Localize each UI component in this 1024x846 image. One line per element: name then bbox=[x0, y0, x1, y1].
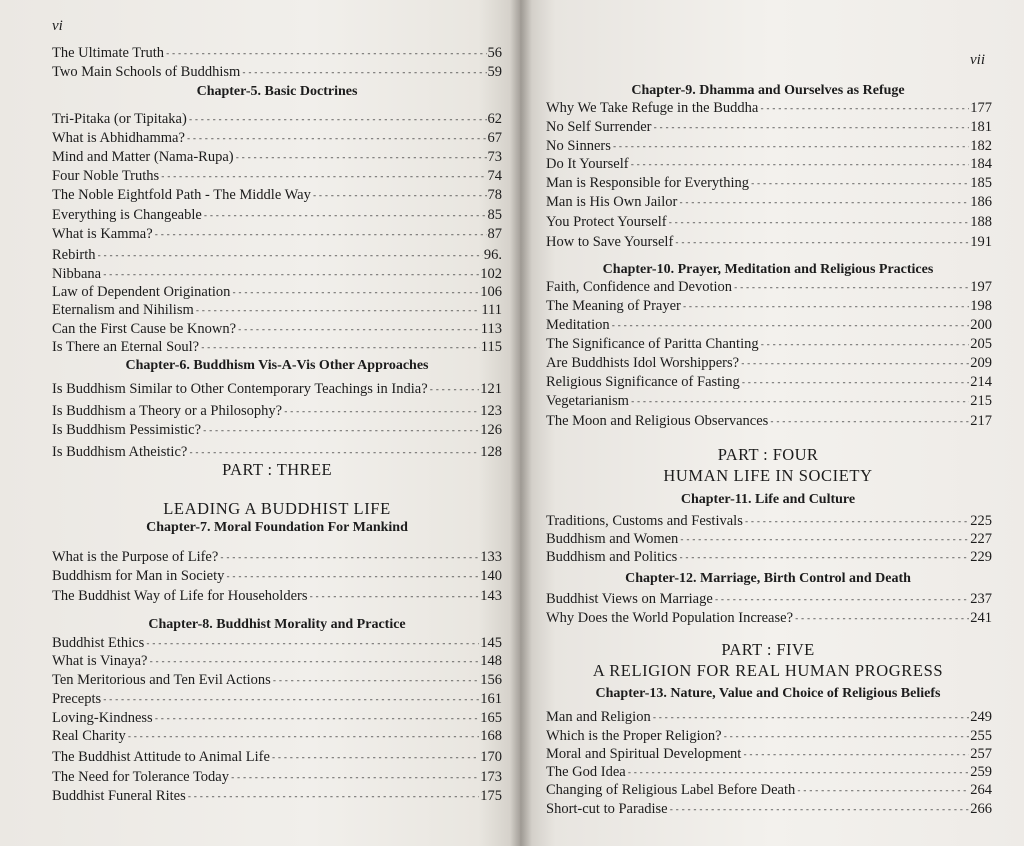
dotted-leader bbox=[241, 69, 486, 77]
dotted-leader bbox=[102, 696, 479, 704]
toc-entry bbox=[52, 787, 502, 805]
chapter-heading: Chapter-13. Nature, Value and Choice of Religious Beliefs bbox=[595, 686, 941, 701]
dotted-leader bbox=[630, 161, 970, 169]
dotted-leader bbox=[272, 677, 479, 685]
toc-entry bbox=[52, 709, 502, 727]
toc-page-number: 85 bbox=[487, 207, 502, 223]
toc-page-number: 241 bbox=[970, 610, 992, 626]
toc-entry-title: Tri-Pitaka (or Tipitaka) bbox=[52, 111, 187, 127]
toc-entry bbox=[546, 512, 992, 530]
toc-entry bbox=[52, 186, 502, 204]
toc-page-number: 205 bbox=[970, 336, 992, 352]
toc-entry bbox=[546, 781, 992, 799]
toc-entry bbox=[546, 763, 992, 781]
dotted-leader bbox=[188, 116, 487, 124]
toc-entry bbox=[52, 652, 502, 670]
toc-page-number: 184 bbox=[970, 156, 992, 172]
toc-page-number: 168 bbox=[480, 728, 502, 744]
toc-entry bbox=[546, 278, 992, 296]
book-gutter bbox=[510, 0, 532, 846]
toc-entry-title: What is Vinaya? bbox=[52, 653, 148, 669]
toc-entry-title: Loving-Kindness bbox=[52, 710, 153, 726]
dotted-leader bbox=[102, 271, 479, 279]
toc-entry-title: Are Buddhists Idol Worshippers? bbox=[546, 355, 740, 371]
toc-entry-title: Changing of Religious Label Before Death bbox=[546, 782, 796, 798]
toc-page-number: 181 bbox=[970, 119, 992, 135]
toc-entry bbox=[52, 63, 502, 81]
dotted-leader bbox=[794, 615, 969, 623]
toc-entry-title: No Sinners bbox=[546, 138, 611, 154]
toc-page-number: 185 bbox=[970, 175, 992, 191]
toc-entry-title: The Ultimate Truth bbox=[52, 45, 164, 61]
toc-entry-title: Traditions, Customs and Festivals bbox=[546, 513, 743, 529]
toc-entry-title: Meditation bbox=[546, 317, 610, 333]
part-heading: PART : FOUR bbox=[717, 445, 819, 464]
toc-entry-title: The Need for Tolerance Today bbox=[52, 769, 229, 785]
dotted-leader bbox=[429, 386, 480, 394]
toc-entry bbox=[52, 690, 502, 708]
toc-page-number: 175 bbox=[480, 788, 502, 804]
chapter-heading: Chapter-5. Basic Doctrines bbox=[196, 84, 358, 99]
toc-entry bbox=[52, 167, 502, 185]
toc-entry bbox=[52, 246, 502, 264]
toc-page-number: 73 bbox=[487, 149, 502, 165]
chapter-heading: Chapter-10. Prayer, Meditation and Religious Practices bbox=[602, 262, 934, 277]
toc-entry-title: Buddhist Ethics bbox=[52, 635, 145, 651]
toc-page-number: 115 bbox=[480, 339, 502, 355]
dotted-leader bbox=[187, 793, 480, 801]
toc-entry bbox=[546, 548, 992, 566]
page-folio: vi bbox=[52, 18, 63, 34]
dotted-leader bbox=[733, 284, 969, 292]
toc-entry bbox=[546, 155, 992, 173]
toc-entry bbox=[52, 283, 502, 301]
toc-entry bbox=[546, 727, 992, 745]
toc-entry bbox=[546, 174, 992, 192]
dotted-leader bbox=[149, 658, 480, 666]
toc-entry-title: Is Buddhism Pessimistic? bbox=[52, 422, 202, 438]
toc-entry-title: Buddhism and Politics bbox=[546, 549, 678, 565]
toc-entry bbox=[52, 748, 502, 766]
dotted-leader bbox=[203, 212, 487, 220]
toc-entry bbox=[546, 745, 992, 763]
dotted-leader bbox=[760, 341, 970, 349]
toc-page-number: 197 bbox=[970, 279, 992, 295]
toc-entry-title: Real Charity bbox=[52, 728, 126, 744]
dotted-leader bbox=[668, 219, 970, 227]
toc-page-number: 143 bbox=[480, 588, 502, 604]
toc-page-number: 67 bbox=[487, 130, 502, 146]
part-title: LEADING A BUDDHIST LIFE bbox=[163, 499, 391, 518]
dotted-leader bbox=[154, 231, 487, 239]
toc-page-number: 96. bbox=[483, 247, 502, 263]
toc-page-number: 229 bbox=[970, 549, 992, 565]
toc-entry bbox=[52, 148, 502, 166]
toc-page-number: 225 bbox=[970, 513, 992, 529]
toc-page-number: 227 bbox=[970, 531, 992, 547]
toc-entry bbox=[52, 587, 502, 605]
toc-page-number: 259 bbox=[970, 764, 992, 780]
toc-entry-title: Everything is Changeable bbox=[52, 207, 202, 223]
part-title: HUMAN LIFE IN SOCIETY bbox=[663, 466, 873, 485]
toc-page-number: 200 bbox=[970, 317, 992, 333]
toc-entry bbox=[52, 548, 502, 566]
toc-page-number: 128 bbox=[480, 444, 502, 460]
toc-entry-title: Why We Take Refuge in the Buddha bbox=[546, 100, 759, 116]
right-page bbox=[520, 0, 1024, 846]
dotted-leader bbox=[312, 192, 487, 200]
toc-page-number: 214 bbox=[970, 374, 992, 390]
toc-entry-title: Why Does the World Population Increase? bbox=[546, 610, 794, 626]
toc-entry bbox=[52, 110, 502, 128]
toc-entry-title: Religious Significance of Fasting bbox=[546, 374, 740, 390]
dotted-leader bbox=[165, 50, 487, 58]
toc-page-number: 102 bbox=[480, 266, 502, 282]
dotted-leader bbox=[740, 360, 969, 368]
dotted-leader bbox=[231, 289, 479, 297]
toc-page-number: 165 bbox=[480, 710, 502, 726]
toc-entry-title: Ten Meritorious and Ten Evil Actions bbox=[52, 672, 271, 688]
toc-entry bbox=[546, 590, 992, 608]
toc-entry bbox=[546, 708, 992, 726]
toc-entry bbox=[546, 609, 992, 627]
toc-entry bbox=[52, 338, 502, 356]
toc-entry-title: The God Idea bbox=[546, 764, 626, 780]
toc-entry-title: Vegetarianism bbox=[546, 393, 629, 409]
toc-entry bbox=[52, 727, 502, 745]
toc-entry-title: You Protect Yourself bbox=[546, 214, 667, 230]
toc-page-number: 198 bbox=[970, 298, 992, 314]
dotted-leader bbox=[145, 640, 479, 648]
dotted-leader bbox=[714, 596, 969, 604]
toc-entry bbox=[546, 316, 992, 334]
dotted-leader bbox=[678, 199, 969, 207]
toc-page-number: 56 bbox=[487, 45, 502, 61]
toc-page-number: 249 bbox=[970, 709, 992, 725]
toc-page-number: 126 bbox=[480, 422, 502, 438]
toc-entry-title: Buddhist Funeral Rites bbox=[52, 788, 186, 804]
toc-page-number: 170 bbox=[480, 749, 502, 765]
toc-page-number: 266 bbox=[970, 801, 992, 817]
dotted-leader bbox=[769, 418, 969, 426]
toc-page-number: 62 bbox=[487, 111, 502, 127]
toc-entry-title: Eternalism and Nihilism bbox=[52, 302, 194, 318]
dotted-leader bbox=[796, 787, 969, 795]
toc-page-number: 217 bbox=[970, 413, 992, 429]
chapter-heading: Chapter-12. Marriage, Birth Control and Death bbox=[625, 571, 911, 586]
dotted-leader bbox=[154, 715, 480, 723]
toc-entry bbox=[52, 206, 502, 224]
dotted-leader bbox=[674, 239, 969, 247]
dotted-leader bbox=[235, 154, 487, 162]
toc-entry-title: What is Kamma? bbox=[52, 226, 153, 242]
dotted-leader bbox=[741, 379, 970, 387]
toc-page-number: 209 bbox=[970, 355, 992, 371]
toc-entry bbox=[546, 373, 992, 391]
toc-page-number: 161 bbox=[480, 691, 502, 707]
toc-entry bbox=[546, 99, 992, 117]
toc-page-number: 186 bbox=[970, 194, 992, 210]
chapter-heading: Chapter-6. Buddhism Vis-A-Vis Other Approaches bbox=[125, 358, 429, 373]
toc-entry-title: No Self Surrender bbox=[546, 119, 652, 135]
dotted-leader bbox=[723, 733, 970, 741]
toc-entry-title: The Buddhist Way of Life for Householders bbox=[52, 588, 308, 604]
toc-entry-title: The Meaning of Prayer bbox=[546, 298, 681, 314]
dotted-leader bbox=[188, 449, 479, 457]
dotted-leader bbox=[744, 518, 969, 526]
toc-entry-title: Moral and Spiritual Development bbox=[546, 746, 742, 762]
dotted-leader bbox=[653, 124, 970, 132]
toc-page-number: 87 bbox=[487, 226, 502, 242]
toc-page-number: 111 bbox=[481, 302, 502, 318]
chapter-heading: Chapter-9. Dhamma and Ourselves as Refuge bbox=[631, 83, 905, 98]
toc-entry bbox=[52, 671, 502, 689]
toc-entry bbox=[546, 412, 992, 430]
toc-page-number: 106 bbox=[480, 284, 502, 300]
toc-entry bbox=[52, 301, 502, 319]
toc-entry-title: Is Buddhism a Theory or a Philosophy? bbox=[52, 403, 283, 419]
toc-entry-title: Man is His Own Jailor bbox=[546, 194, 678, 210]
toc-entry bbox=[546, 118, 992, 136]
chapter-heading: Chapter-7. Moral Foundation For Mankind bbox=[146, 520, 408, 535]
toc-entry-title: Is Buddhism Similar to Other Contemporary Teachings in India? bbox=[52, 381, 428, 397]
dotted-leader bbox=[202, 427, 479, 435]
toc-entry-title: The Noble Eightfold Path - The Middle Way bbox=[52, 187, 311, 203]
toc-page-number: 182 bbox=[970, 138, 992, 154]
dotted-leader bbox=[627, 769, 970, 777]
toc-entry-title: How to Save Yourself bbox=[546, 234, 674, 250]
dotted-leader bbox=[219, 554, 479, 562]
dotted-leader bbox=[759, 105, 969, 113]
toc-page-number: 264 bbox=[970, 782, 992, 798]
toc-entry-title: Which is the Proper Religion? bbox=[546, 728, 722, 744]
toc-entry-title: Short-cut to Paradise bbox=[546, 801, 668, 817]
chapter-heading: Chapter-11. Life and Culture bbox=[680, 492, 856, 507]
dotted-leader bbox=[283, 408, 479, 416]
toc-page-number: 113 bbox=[480, 321, 502, 337]
dotted-leader bbox=[612, 143, 969, 151]
toc-page-number: 191 bbox=[970, 234, 992, 250]
dotted-leader bbox=[237, 326, 480, 334]
dotted-leader bbox=[611, 322, 970, 330]
dotted-leader bbox=[750, 180, 969, 188]
toc-entry-title: Man is Responsible for Everything bbox=[546, 175, 749, 191]
toc-entry-title: What is Abhidhamma? bbox=[52, 130, 185, 146]
toc-page-number: 133 bbox=[480, 549, 502, 565]
toc-entry bbox=[546, 335, 992, 353]
toc-page-number: 177 bbox=[970, 100, 992, 116]
toc-entry bbox=[52, 443, 502, 461]
dotted-leader bbox=[160, 173, 486, 181]
toc-entry bbox=[52, 421, 502, 439]
toc-entry bbox=[52, 402, 502, 420]
toc-entry bbox=[546, 193, 992, 211]
toc-page-number: 121 bbox=[480, 381, 502, 397]
toc-entry-title: The Significance of Paritta Chanting bbox=[546, 336, 759, 352]
toc-entry-title: Mind and Matter (Nama-Rupa) bbox=[52, 149, 234, 165]
toc-entry-title: Precepts bbox=[52, 691, 102, 707]
part-heading: PART : FIVE bbox=[721, 640, 815, 659]
part-title: A RELIGION FOR REAL HUMAN PROGRESS bbox=[592, 661, 944, 680]
toc-page-number: 145 bbox=[480, 635, 502, 651]
toc-entry bbox=[52, 567, 502, 585]
toc-page-number: 123 bbox=[480, 403, 502, 419]
toc-entry bbox=[52, 44, 502, 62]
toc-page-number: 237 bbox=[970, 591, 992, 607]
toc-entry-title: Is Buddhism Atheistic? bbox=[52, 444, 188, 460]
dotted-leader bbox=[230, 774, 479, 782]
toc-page-number: 173 bbox=[480, 769, 502, 785]
dotted-leader bbox=[630, 398, 969, 406]
toc-entry-title: What is the Purpose of Life? bbox=[52, 549, 219, 565]
toc-page-number: 140 bbox=[480, 568, 502, 584]
toc-page-number: 188 bbox=[970, 214, 992, 230]
toc-entry-title: Man and Religion bbox=[546, 709, 651, 725]
dotted-leader bbox=[669, 806, 970, 814]
dotted-leader bbox=[682, 303, 969, 311]
dotted-leader bbox=[225, 573, 479, 581]
dotted-leader bbox=[678, 554, 969, 562]
toc-entry bbox=[546, 137, 992, 155]
toc-entry bbox=[546, 530, 992, 548]
dotted-leader bbox=[309, 593, 480, 601]
dotted-leader bbox=[127, 733, 480, 741]
dotted-leader bbox=[271, 754, 479, 762]
toc-entry-title: Rebirth bbox=[52, 247, 96, 263]
toc-entry bbox=[52, 768, 502, 786]
dotted-leader bbox=[195, 307, 481, 315]
toc-entry-title: The Buddhist Attitude to Animal Life bbox=[52, 749, 270, 765]
toc-entry bbox=[52, 265, 502, 283]
toc-page-number: 78 bbox=[487, 187, 502, 203]
toc-entry bbox=[52, 320, 502, 338]
toc-page-number: 148 bbox=[480, 653, 502, 669]
chapter-heading: Chapter-8. Buddhist Morality and Practice bbox=[148, 617, 406, 632]
page-folio: vii bbox=[970, 52, 985, 68]
toc-page-number: 257 bbox=[970, 746, 992, 762]
toc-entry-title: Buddhism and Women bbox=[546, 531, 679, 547]
toc-entry-title: Do It Yourself bbox=[546, 156, 629, 172]
toc-page-number: 59 bbox=[487, 64, 502, 80]
toc-entry bbox=[546, 354, 992, 372]
toc-entry-title: Buddhism for Man in Society bbox=[52, 568, 225, 584]
toc-entry bbox=[546, 800, 992, 818]
toc-entry bbox=[52, 634, 502, 652]
dotted-leader bbox=[200, 344, 480, 352]
toc-entry-title: Buddhist Views on Marriage bbox=[546, 591, 713, 607]
dotted-leader bbox=[742, 751, 969, 759]
toc-entry-title: Is There an Eternal Soul? bbox=[52, 339, 200, 355]
dotted-leader bbox=[679, 536, 969, 544]
toc-entry bbox=[52, 225, 502, 243]
toc-entry bbox=[52, 380, 502, 398]
toc-entry-title: Two Main Schools of Buddhism bbox=[52, 64, 241, 80]
toc-entry bbox=[546, 213, 992, 231]
toc-entry-title: Can the First Cause be Known? bbox=[52, 321, 237, 337]
toc-entry-title: Nibbana bbox=[52, 266, 102, 282]
dotted-leader bbox=[97, 252, 483, 260]
dotted-leader bbox=[186, 135, 487, 143]
toc-page-number: 215 bbox=[970, 393, 992, 409]
toc-page-number: 74 bbox=[487, 168, 502, 184]
toc-page-number: 156 bbox=[480, 672, 502, 688]
toc-entry-title: The Moon and Religious Observances bbox=[546, 413, 769, 429]
toc-entry bbox=[546, 297, 992, 315]
part-heading: PART : THREE bbox=[222, 460, 332, 479]
toc-entry bbox=[52, 129, 502, 147]
dotted-leader bbox=[652, 714, 970, 722]
toc-entry-title: Faith, Confidence and Devotion bbox=[546, 279, 733, 295]
toc-page-number: 255 bbox=[970, 728, 992, 744]
toc-entry bbox=[546, 233, 992, 251]
toc-entry bbox=[546, 392, 992, 410]
toc-entry-title: Four Noble Truths bbox=[52, 168, 160, 184]
toc-entry-title: Law of Dependent Origination bbox=[52, 284, 231, 300]
